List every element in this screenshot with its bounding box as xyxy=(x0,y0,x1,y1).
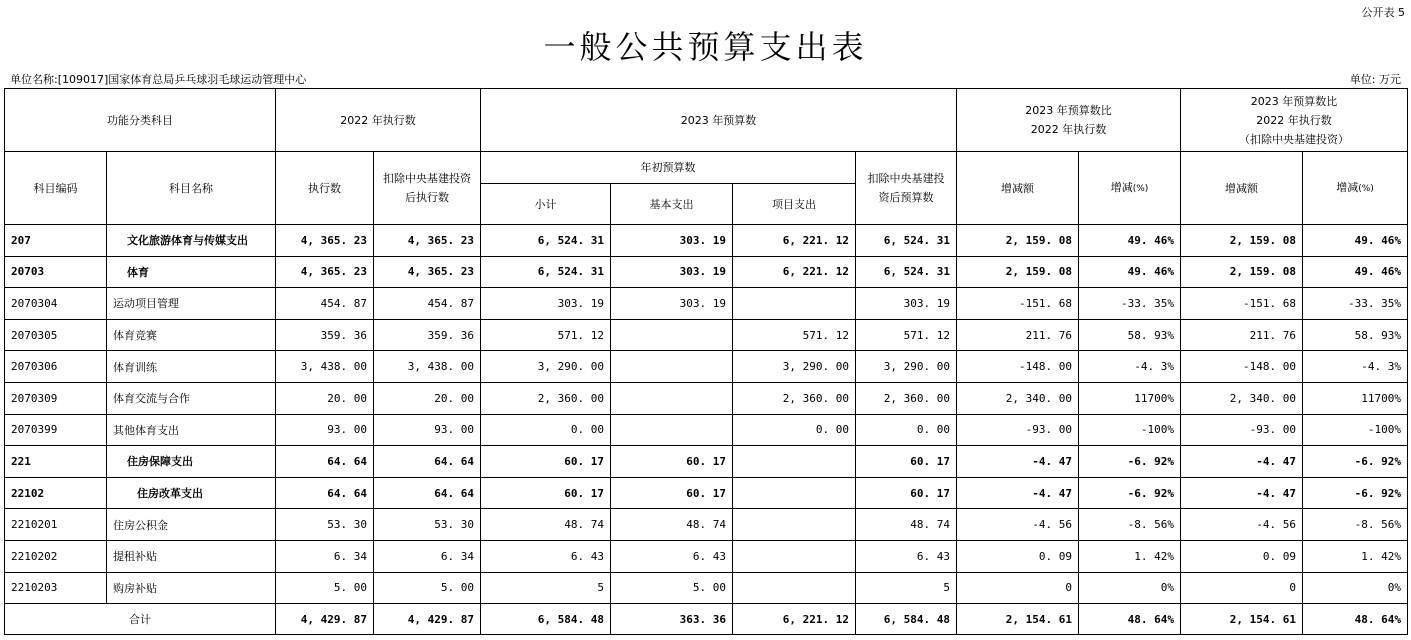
cell-budget-excl: 6. 43 xyxy=(856,540,957,572)
cell-basic: 6. 43 xyxy=(611,540,733,572)
table-row xyxy=(5,256,1408,288)
table-row xyxy=(5,477,1408,509)
cell-inc-amount-1: 2, 159. 08 xyxy=(957,225,1079,257)
cell-inc-pct-2: 1. 42% xyxy=(1303,540,1408,572)
table-row xyxy=(5,225,1408,257)
cell-project: 6, 221. 12 xyxy=(733,256,856,288)
header-compare-1-line1: 2023 年预算数比 xyxy=(1025,104,1112,117)
cell-exec: 4, 365. 23 xyxy=(276,256,374,288)
cell-exec-excl: 4, 365. 23 xyxy=(374,256,481,288)
total-row xyxy=(5,604,1408,635)
cell-exec-excl: 20. 00 xyxy=(374,382,481,414)
cell-budget-excl: 0. 00 xyxy=(856,414,957,446)
cell-inc-pct-2: -4. 3% xyxy=(1303,351,1408,383)
cell-inc-pct-1: -33. 35% xyxy=(1079,288,1181,320)
cell-code: 2070309 xyxy=(5,382,107,414)
cell-project: 571. 12 xyxy=(733,319,856,351)
header-project: 项目支出 xyxy=(733,184,856,225)
cell-project: 0. 00 xyxy=(733,414,856,446)
cell-inc-pct-1: 1. 42% xyxy=(1079,540,1181,572)
cell-project xyxy=(733,509,856,541)
cell-exec: 64. 64 xyxy=(276,477,374,509)
cell-basic xyxy=(611,351,733,383)
table-row xyxy=(5,540,1408,572)
cell-basic: 303. 19 xyxy=(611,288,733,320)
cell-inc-amount-2: -151. 68 xyxy=(1181,288,1303,320)
cell-basic xyxy=(611,414,733,446)
cell-name: 其他体育支出 xyxy=(107,414,276,446)
header-inc-pct-2: 增减(%) xyxy=(1303,152,1408,225)
cell-exec-excl: 93. 00 xyxy=(374,414,481,446)
table-row xyxy=(5,288,1408,320)
cell-code: 2070399 xyxy=(5,414,107,446)
cell-inc-pct-2: 49. 46% xyxy=(1303,256,1408,288)
cell-inc-amount-1: -148. 00 xyxy=(957,351,1079,383)
cell-inc-amount-2: -148. 00 xyxy=(1181,351,1303,383)
cell-code: 2210203 xyxy=(5,572,107,604)
cell-inc-pct-2: 49. 46% xyxy=(1303,225,1408,257)
cell-code: 2070304 xyxy=(5,288,107,320)
total-project: 6, 221. 12 xyxy=(733,604,856,635)
cell-inc-amount-2: 0. 09 xyxy=(1181,540,1303,572)
cell-inc-pct-1: -8. 56% xyxy=(1079,509,1181,541)
cell-exec-excl: 4, 365. 23 xyxy=(374,225,481,257)
cell-inc-pct-1: 0% xyxy=(1079,572,1181,604)
cell-name: 住房保障支出 xyxy=(107,446,276,478)
cell-subtotal: 6, 524. 31 xyxy=(481,256,611,288)
cell-code: 221 xyxy=(5,446,107,478)
cell-inc-amount-2: 2, 159. 08 xyxy=(1181,256,1303,288)
table-row xyxy=(5,319,1408,351)
cell-budget-excl: 6, 524. 31 xyxy=(856,256,957,288)
total-budget-excl: 6, 584. 48 xyxy=(856,604,957,635)
cell-basic: 303. 19 xyxy=(611,225,733,257)
cell-project xyxy=(733,572,856,604)
cell-exec-excl: 6. 34 xyxy=(374,540,481,572)
total-exec-excl: 4, 429. 87 xyxy=(374,604,481,635)
total-inc-pct-1: 48. 64% xyxy=(1079,604,1181,635)
cell-budget-excl: 303. 19 xyxy=(856,288,957,320)
cell-inc-amount-1: -4. 56 xyxy=(957,509,1079,541)
cell-inc-amount-2: -4. 47 xyxy=(1181,477,1303,509)
cell-budget-excl: 60. 17 xyxy=(856,446,957,478)
unit-measure: 单位: 万元 xyxy=(1349,73,1401,86)
header-compare-2-line1: 2023 年预算数比 xyxy=(1250,94,1338,108)
cell-inc-pct-1: 58. 93% xyxy=(1079,319,1181,351)
cell-inc-amount-2: 211. 76 xyxy=(1181,319,1303,351)
page-title: 一般公共预算支出表 xyxy=(543,28,868,66)
table-row xyxy=(5,446,1408,478)
header-function-category: 功能分类科目 xyxy=(5,89,276,152)
cell-name: 住房改革支出 xyxy=(107,477,276,509)
cell-subtotal: 60. 17 xyxy=(481,446,611,478)
cell-inc-amount-2: -93. 00 xyxy=(1181,414,1303,446)
cell-code: 22102 xyxy=(5,477,107,509)
cell-subtotal: 60. 17 xyxy=(481,477,611,509)
cell-subtotal: 571. 12 xyxy=(481,319,611,351)
cell-basic: 60. 17 xyxy=(611,477,733,509)
cell-basic xyxy=(611,319,733,351)
cell-project xyxy=(733,288,856,320)
cell-project xyxy=(733,446,856,478)
cell-name: 运动项目管理 xyxy=(107,288,276,320)
cell-inc-pct-1: -6. 92% xyxy=(1079,446,1181,478)
cell-exec: 6. 34 xyxy=(276,540,374,572)
table-row xyxy=(5,414,1408,446)
total-inc-amount-1: 2, 154. 61 xyxy=(957,604,1079,635)
cell-code: 2070306 xyxy=(5,351,107,383)
cell-exec: 20. 00 xyxy=(276,382,374,414)
cell-code: 20703 xyxy=(5,256,107,288)
header-subtotal: 小计 xyxy=(481,184,611,225)
cell-inc-amount-1: 0. 09 xyxy=(957,540,1079,572)
cell-budget-excl: 571. 12 xyxy=(856,319,957,351)
cell-exec: 4, 365. 23 xyxy=(276,225,374,257)
header-exec-excl-line1: 扣除中央基建投资 xyxy=(383,172,471,185)
cell-subtotal: 5 xyxy=(481,572,611,604)
cell-name: 住房公积金 xyxy=(107,509,276,541)
cell-project xyxy=(733,540,856,572)
cell-subtotal: 2, 360. 00 xyxy=(481,382,611,414)
cell-exec: 359. 36 xyxy=(276,319,374,351)
cell-exec: 64. 64 xyxy=(276,446,374,478)
cell-inc-pct-1: 49. 46% xyxy=(1079,256,1181,288)
cell-basic: 5. 00 xyxy=(611,572,733,604)
cell-inc-amount-1: -151. 68 xyxy=(957,288,1079,320)
cell-basic: 48. 74 xyxy=(611,509,733,541)
header-compare-2-line2: 2022 年执行数 xyxy=(1256,113,1332,127)
cell-name: 提租补贴 xyxy=(107,540,276,572)
cell-inc-amount-2: 2, 340. 00 xyxy=(1181,382,1303,414)
table-row xyxy=(5,509,1408,541)
header-compare-1 xyxy=(957,89,1181,152)
cell-project: 3, 290. 00 xyxy=(733,351,856,383)
cell-subtotal: 6, 524. 31 xyxy=(481,225,611,257)
cell-project: 6, 221. 12 xyxy=(733,225,856,257)
cell-exec-excl: 53. 30 xyxy=(374,509,481,541)
table-row xyxy=(5,351,1408,383)
budget-table xyxy=(4,88,1408,635)
cell-inc-pct-1: 49. 46% xyxy=(1079,225,1181,257)
header-inc-amount-2: 增减额 xyxy=(1181,152,1303,225)
cell-inc-amount-2: 2, 159. 08 xyxy=(1181,225,1303,257)
cell-exec: 53. 30 xyxy=(276,509,374,541)
header-budget-excl xyxy=(856,152,957,225)
cell-inc-pct-1: -4. 3% xyxy=(1079,351,1181,383)
cell-exec: 5. 00 xyxy=(276,572,374,604)
cell-inc-pct-2: -8. 56% xyxy=(1303,509,1408,541)
cell-name: 体育 xyxy=(107,256,276,288)
cell-basic xyxy=(611,382,733,414)
cell-exec-excl: 454. 87 xyxy=(374,288,481,320)
cell-inc-amount-2: -4. 47 xyxy=(1181,446,1303,478)
cell-exec-excl: 64. 64 xyxy=(374,446,481,478)
cell-inc-pct-1: -100% xyxy=(1079,414,1181,446)
cell-inc-amount-2: 0 xyxy=(1181,572,1303,604)
cell-inc-pct-2: -100% xyxy=(1303,414,1408,446)
cell-inc-amount-1: -4. 47 xyxy=(957,446,1079,478)
cell-inc-amount-1: -4. 47 xyxy=(957,477,1079,509)
total-inc-pct-2: 48. 64% xyxy=(1303,604,1408,635)
header-code: 科目编码 xyxy=(5,152,107,225)
cell-inc-amount-1: 0 xyxy=(957,572,1079,604)
header-2023-budget: 2023 年预算数 xyxy=(481,89,957,152)
cell-subtotal: 0. 00 xyxy=(481,414,611,446)
cell-subtotal: 6. 43 xyxy=(481,540,611,572)
cell-budget-excl: 5 xyxy=(856,572,957,604)
header-exec-excl-line2: 后执行数 xyxy=(405,191,449,204)
cell-inc-amount-1: -93. 00 xyxy=(957,414,1079,446)
cell-project xyxy=(733,477,856,509)
cell-budget-excl: 6, 524. 31 xyxy=(856,225,957,257)
total-basic: 363. 36 xyxy=(611,604,733,635)
table-row xyxy=(5,382,1408,414)
header-compare-2 xyxy=(1181,89,1408,152)
cell-inc-pct-2: -6. 92% xyxy=(1303,477,1408,509)
header-compare-1-line2: 2022 年执行数 xyxy=(1030,123,1107,136)
header-inc-pct-1: 增减(%) xyxy=(1079,152,1181,225)
unit-name: 单位名称:[109017]国家体育总局乒乓球羽毛球运动管理中心 xyxy=(10,73,307,86)
cell-exec: 3, 438. 00 xyxy=(276,351,374,383)
total-label: 合计 xyxy=(5,604,276,635)
cell-inc-amount-1: 2, 340. 00 xyxy=(957,382,1079,414)
cell-name: 体育竞赛 xyxy=(107,319,276,351)
cell-exec-excl: 5. 00 xyxy=(374,572,481,604)
cell-code: 207 xyxy=(5,225,107,257)
cell-name: 购房补贴 xyxy=(107,572,276,604)
header-budget-excl-line2: 资后预算数 xyxy=(878,191,934,204)
total-exec: 4, 429. 87 xyxy=(276,604,374,635)
cell-inc-pct-1: -6. 92% xyxy=(1079,477,1181,509)
header-2022-exec: 2022 年执行数 xyxy=(276,89,481,152)
header-budget-excl-line1: 扣除中央基建投 xyxy=(867,172,945,185)
cell-subtotal: 303. 19 xyxy=(481,288,611,320)
cell-inc-amount-1: 2, 159. 08 xyxy=(957,256,1079,288)
cell-exec-excl: 3, 438. 00 xyxy=(374,351,481,383)
cell-subtotal: 3, 290. 00 xyxy=(481,351,611,383)
header-compare-2-line3: （扣除中央基建投资） xyxy=(1239,132,1349,146)
cell-inc-amount-2: -4. 56 xyxy=(1181,509,1303,541)
total-subtotal: 6, 584. 48 xyxy=(481,604,611,635)
cell-name: 体育交流与合作 xyxy=(107,382,276,414)
header-basic: 基本支出 xyxy=(611,184,733,225)
cell-inc-pct-2: -6. 92% xyxy=(1303,446,1408,478)
cell-inc-pct-2: 0% xyxy=(1303,572,1408,604)
cell-exec-excl: 64. 64 xyxy=(374,477,481,509)
header-initial-budget: 年初预算数 xyxy=(481,152,856,184)
cell-basic: 60. 17 xyxy=(611,446,733,478)
cell-budget-excl: 60. 17 xyxy=(856,477,957,509)
cell-subtotal: 48. 74 xyxy=(481,509,611,541)
report-number: 公开表 5 xyxy=(1361,6,1405,19)
cell-name: 文化旅游体育与传媒支出 xyxy=(107,225,276,257)
table-row xyxy=(5,572,1408,604)
cell-budget-excl: 48. 74 xyxy=(856,509,957,541)
cell-budget-excl: 2, 360. 00 xyxy=(856,382,957,414)
header-name: 科目名称 xyxy=(107,152,276,225)
cell-inc-pct-1: 11700% xyxy=(1079,382,1181,414)
cell-code: 2210202 xyxy=(5,540,107,572)
header-exec-excl xyxy=(374,152,481,225)
cell-project: 2, 360. 00 xyxy=(733,382,856,414)
cell-code: 2210201 xyxy=(5,509,107,541)
header-inc-amount-1: 增减额 xyxy=(957,152,1079,225)
header-exec: 执行数 xyxy=(276,152,374,225)
cell-inc-pct-2: 11700% xyxy=(1303,382,1408,414)
cell-inc-pct-2: 58. 93% xyxy=(1303,319,1408,351)
cell-exec: 93. 00 xyxy=(276,414,374,446)
cell-name: 体育训练 xyxy=(107,351,276,383)
cell-inc-amount-1: 211. 76 xyxy=(957,319,1079,351)
total-inc-amount-2: 2, 154. 61 xyxy=(1181,604,1303,635)
cell-code: 2070305 xyxy=(5,319,107,351)
cell-exec-excl: 359. 36 xyxy=(374,319,481,351)
cell-exec: 454. 87 xyxy=(276,288,374,320)
cell-basic: 303. 19 xyxy=(611,256,733,288)
cell-inc-pct-2: -33. 35% xyxy=(1303,288,1408,320)
cell-budget-excl: 3, 290. 00 xyxy=(856,351,957,383)
